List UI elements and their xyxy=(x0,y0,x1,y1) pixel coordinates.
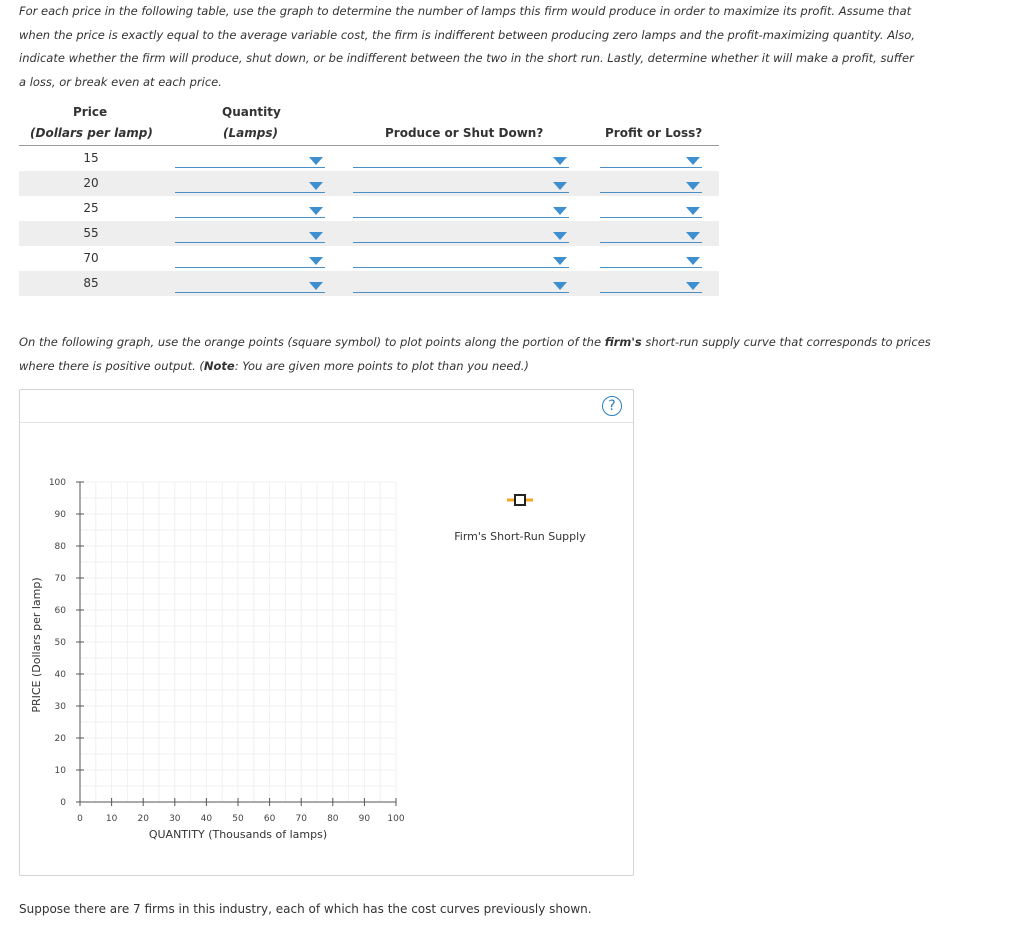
chevron-down-icon xyxy=(686,282,700,290)
price-cell: 70 xyxy=(83,251,99,265)
produce-dropdown[interactable] xyxy=(353,253,569,268)
profit-dropdown[interactable] xyxy=(600,178,702,193)
y-tick-label: 20 xyxy=(54,734,66,744)
help-icon[interactable]: ? xyxy=(602,396,622,416)
price-subheader: (Dollars per lamp) xyxy=(30,126,153,140)
chevron-down-icon xyxy=(309,232,323,240)
quantity-dropdown[interactable] xyxy=(175,203,325,218)
chevron-down-icon xyxy=(309,207,323,215)
y-tick-label: 30 xyxy=(54,702,66,712)
supply-chart[interactable] xyxy=(20,390,633,875)
question-intro: For each price in the following table, use the graph to determine the number of lamps this firm would produce in order to maximize its profit. Assume that when the price is exactly equal to the average variable cost, the firm is indifferent between producing zero lamps and the profit-maximizing quantity. Also, indicate whether the firm will produce, shut down, or be indifferent between the two in the short run. Lastly, determine whether it will make a profit, suffer a loss, or break even at each price. xyxy=(19,4,915,89)
x-tick-label: 60 xyxy=(263,814,276,824)
quantity-dropdown[interactable] xyxy=(175,228,325,243)
table-row xyxy=(19,246,719,271)
note-label: Note xyxy=(203,358,235,373)
price-header: Price xyxy=(73,105,108,119)
y-tick-label: 60 xyxy=(54,606,66,616)
price-cell: 55 xyxy=(83,226,99,240)
orange-square-icon xyxy=(515,495,525,505)
x-tick-label: 80 xyxy=(327,814,339,824)
chart-grid xyxy=(80,482,396,802)
y-tick-label: 70 xyxy=(54,574,66,584)
chevron-down-icon xyxy=(553,157,567,165)
quantity-dropdown[interactable] xyxy=(175,253,325,268)
y-tick-label: 100 xyxy=(48,478,66,488)
chevron-down-icon xyxy=(686,182,700,190)
quantity-subheader: (Lamps) xyxy=(223,126,278,140)
instruction-text: short-run supply curve that corresponds to prices where there is positive output. ( xyxy=(19,335,931,373)
table-header xyxy=(19,103,719,146)
x-tick-label: 10 xyxy=(105,814,118,824)
x-tick-label: 100 xyxy=(387,814,405,824)
chevron-down-icon xyxy=(309,257,323,265)
legend-point-tool[interactable] xyxy=(507,495,533,505)
y-axis-label: PRICE (Dollars per lamp) xyxy=(30,577,43,713)
chevron-down-icon xyxy=(553,207,567,215)
x-tick-label: 20 xyxy=(137,814,149,824)
instruction-text: : You are given more points to plot than you need.) xyxy=(234,358,529,373)
x-tick-label: 0 xyxy=(77,814,83,824)
table-row xyxy=(19,221,719,246)
chevron-down-icon xyxy=(553,232,567,240)
graph-instruction xyxy=(19,331,939,378)
profit-dropdown[interactable] xyxy=(600,228,702,243)
answer-table xyxy=(19,103,719,296)
produce-dropdown[interactable] xyxy=(353,153,569,168)
y-tick-label: 40 xyxy=(54,670,66,680)
chevron-down-icon xyxy=(686,232,700,240)
x-tick-label: 30 xyxy=(169,814,181,824)
footer-text: Suppose there are 7 firms in this industry, each of which has the cost curves previously shown. xyxy=(19,902,592,916)
profit-dropdown[interactable] xyxy=(600,203,702,218)
x-tick-label: 50 xyxy=(232,814,244,824)
y-tick-label: 10 xyxy=(54,766,66,776)
quantity-dropdown[interactable] xyxy=(175,278,325,293)
x-tick-label: 90 xyxy=(358,814,371,824)
produce-dropdown[interactable] xyxy=(353,228,569,243)
produce-header: Produce or Shut Down? xyxy=(385,126,544,140)
quantity-dropdown[interactable] xyxy=(175,178,325,193)
chevron-down-icon xyxy=(309,182,323,190)
instruction-text: On the following graph, use the orange points (square symbol) to plot points along the portion of the xyxy=(19,335,605,349)
profit-dropdown[interactable] xyxy=(600,153,702,168)
produce-dropdown[interactable] xyxy=(353,178,569,193)
chevron-down-icon xyxy=(309,282,323,290)
y-tick-label: 90 xyxy=(54,510,66,520)
chevron-down-icon xyxy=(553,182,567,190)
price-cell: 20 xyxy=(83,176,99,190)
x-axis-label: QUANTITY (Thousands of lamps) xyxy=(148,828,328,841)
profit-dropdown[interactable] xyxy=(600,253,702,268)
graph-panel xyxy=(19,389,634,876)
chevron-down-icon xyxy=(686,257,700,265)
price-cell: 15 xyxy=(83,151,99,165)
chevron-down-icon xyxy=(686,207,700,215)
quantity-header: Quantity xyxy=(222,105,281,119)
price-cell: 25 xyxy=(83,201,99,215)
profit-dropdown[interactable] xyxy=(600,278,702,293)
chevron-down-icon xyxy=(686,157,700,165)
table-row xyxy=(19,196,719,221)
price-cell: 85 xyxy=(83,276,99,290)
produce-dropdown[interactable] xyxy=(353,203,569,218)
x-tick-label: 70 xyxy=(295,814,307,824)
y-tick-label: 50 xyxy=(54,638,66,648)
table-row xyxy=(19,171,719,196)
produce-dropdown[interactable] xyxy=(353,278,569,293)
x-tick-label: 40 xyxy=(200,814,213,824)
chevron-down-icon xyxy=(309,157,323,165)
chevron-down-icon xyxy=(553,282,567,290)
y-tick-label: 0 xyxy=(60,798,66,808)
y-tick-label: 80 xyxy=(54,542,66,552)
instruction-bold: firm's xyxy=(604,335,642,349)
chevron-down-icon xyxy=(553,257,567,265)
quantity-dropdown[interactable] xyxy=(175,153,325,168)
table-row xyxy=(19,146,719,171)
table-row xyxy=(19,271,719,296)
profit-header: Profit or Loss? xyxy=(605,126,703,140)
legend-label: Firm's Short-Run Supply xyxy=(454,530,586,543)
